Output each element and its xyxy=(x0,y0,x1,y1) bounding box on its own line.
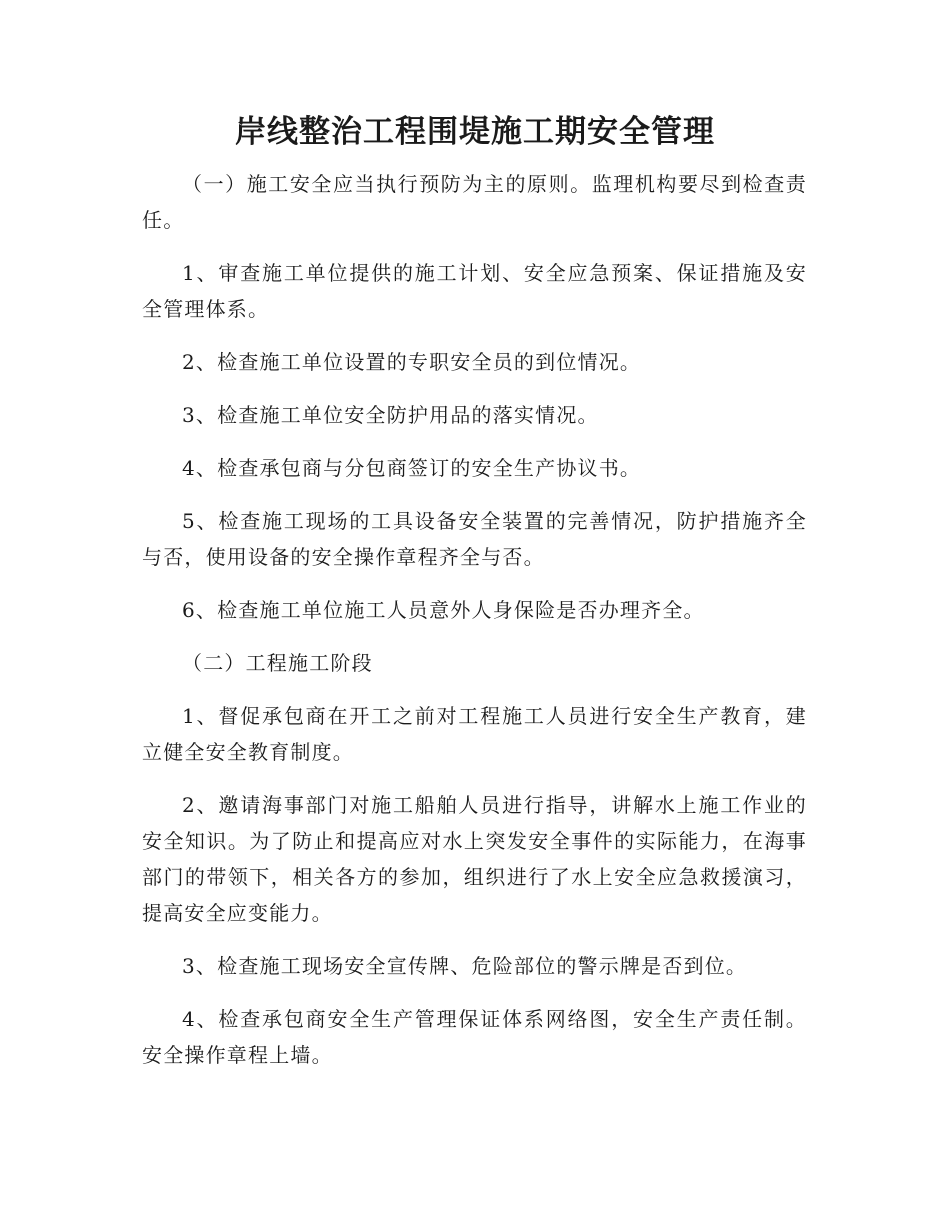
document-body xyxy=(142,166,807,1090)
paragraph: 3、检查施工单位安全防护用品的落实情况。 xyxy=(182,403,599,427)
paragraph: 4、检查承包商与分包商签订的安全生产协议书。 xyxy=(182,456,642,480)
paragraph: 5、检查施工现场的工具设备安全装置的完善情况，防护措施齐全与否，使用设备的安全操作章程齐全与否。 xyxy=(142,509,807,569)
paragraph: 3、检查施工现场安全宣传牌、危险部位的警示牌是否到位。 xyxy=(182,954,748,978)
paragraph: 6、检查施工单位施工人员意外人身保险是否办理齐全。 xyxy=(182,598,705,622)
section-heading-1: （一）施工安全应当执行预防为主的原则。监理机构要尽到检查责任。 xyxy=(142,172,807,232)
section-heading-2: （二）工程施工阶段 xyxy=(182,651,373,675)
document-title: 岸线整治工程围堤施工期安全管理 xyxy=(235,114,715,150)
paragraph: 1、审查施工单位提供的施工计划、安全应急预案、保证措施及安全管理体系。 xyxy=(142,261,807,321)
paragraph: 1、督促承包商在开工之前对工程施工人员进行安全生产教育，建立健全安全教育制度。 xyxy=(142,704,807,764)
paragraph: 2、检查施工单位设置的专职安全员的到位情况。 xyxy=(182,350,642,374)
paragraph: 4、检查承包商安全生产管理保证体系网络图，安全生产责任制。安全操作章程上墙。 xyxy=(142,1007,807,1067)
paragraph: 2、邀请海事部门对施工船舶人员进行指导，讲解水上施工作业的安全知识。为了防止和提高应对水上突发安全事件的实际能力，在海事部门的带领下，相关各方的参加，组织进行了水上安全应急救援演习，提高安全应变能力。 xyxy=(142,793,807,925)
